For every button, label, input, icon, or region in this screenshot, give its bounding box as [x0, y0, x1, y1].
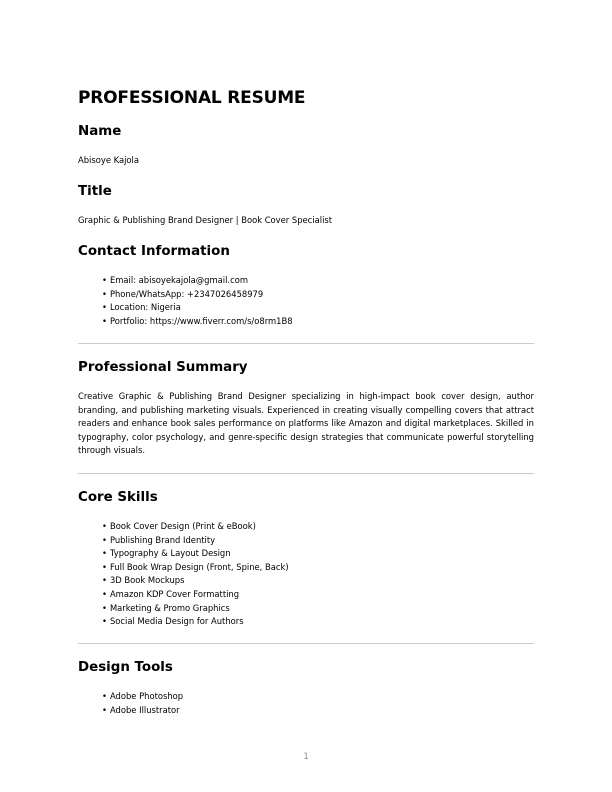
list-item: • Full Book Wrap Design (Front, Spine, Back)	[102, 561, 289, 572]
section-divider	[78, 343, 534, 344]
list-item: • Marketing & Promo Graphics	[102, 602, 230, 613]
title-value: Graphic & Publishing Brand Designer | Book Cover Specialist	[78, 215, 333, 225]
list-item: • 3D Book Mockups	[102, 575, 185, 586]
skills-list	[102, 520, 289, 629]
contact-heading: Contact Information	[78, 244, 230, 259]
list-item: • Adobe Photoshop	[102, 691, 184, 701]
list-item: • Book Cover Design (Print & eBook)	[102, 521, 256, 531]
document-title: PROFESSIONAL RESUME	[78, 88, 306, 108]
list-item: • Adobe Illustrator	[102, 704, 180, 715]
name-heading: Name	[78, 124, 122, 139]
section-divider	[78, 643, 534, 644]
summary-heading: Professional Summary	[78, 360, 248, 375]
skills-heading: Core Skills	[78, 490, 158, 505]
list-item: • Social Media Design for Authors	[102, 616, 244, 627]
tools-list	[102, 690, 183, 717]
tools-heading: Design Tools	[78, 660, 173, 675]
contact-list	[102, 274, 293, 328]
name-value: Abisoye Kajola	[78, 155, 140, 165]
title-heading: Title	[78, 184, 112, 199]
section-divider	[78, 473, 534, 474]
list-item: • Amazon KDP Cover Formatting	[102, 588, 240, 599]
resume-page	[78, 0, 534, 792]
summary-text: Creative Graphic & Publishing Brand Designer specializing in high-impact book cover design, author branding, and publishing marketing visuals. Experienced in creating visually compelling covers that attract readers and enhance book sales performance on platforms like Amazon and digital marketplaces. Skilled in typography, color psychology, and genre-specific design strategies that communicate powerful storytelling through visuals.	[78, 391, 534, 455]
list-item: • Publishing Brand Identity	[102, 534, 216, 545]
contact-email: • Email: abisoyekajola@gmail.com	[102, 275, 248, 285]
page-number: 1	[303, 751, 309, 761]
contact-location: • Location: Nigeria	[102, 302, 181, 313]
contact-portfolio: • Portfolio: https://www.fiverr.com/s/o8rm1B8	[102, 315, 293, 326]
list-item: • Typography & Layout Design	[102, 548, 231, 559]
contact-phone: • Phone/WhatsApp: +2347026458979	[102, 288, 264, 299]
